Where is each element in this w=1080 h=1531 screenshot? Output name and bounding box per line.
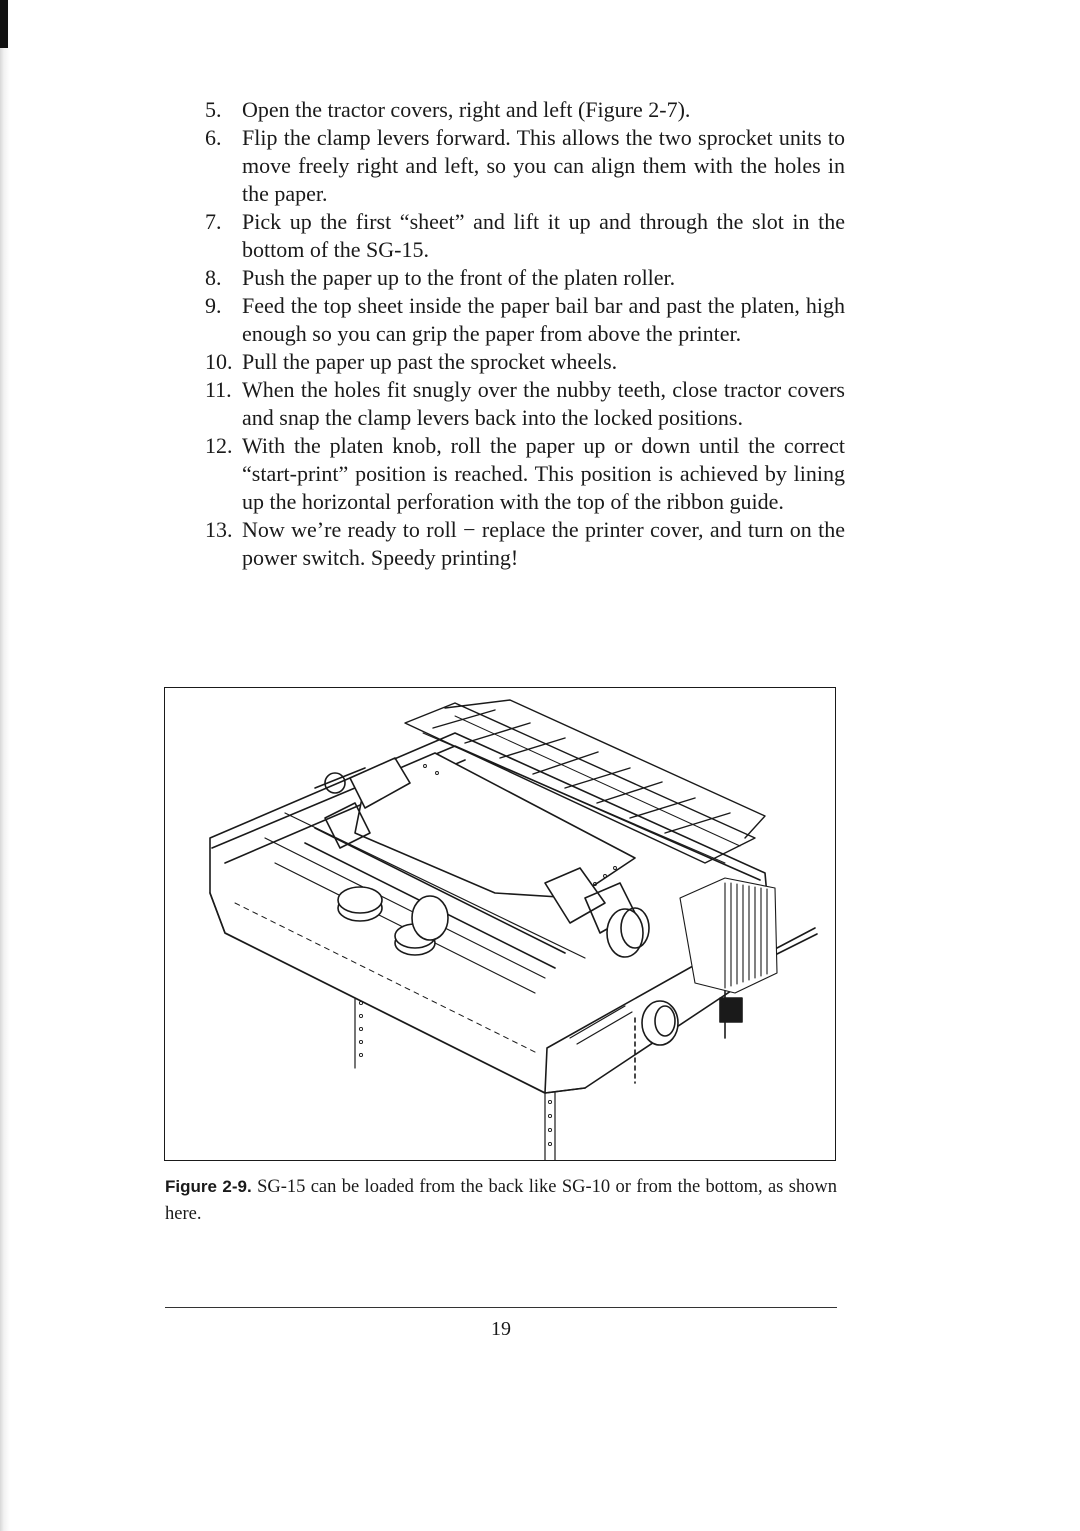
- step-number: 8.: [205, 265, 222, 290]
- step-text: Pull the paper up past the sprocket wheels.: [242, 349, 618, 374]
- instruction-steps: [205, 96, 845, 572]
- scan-mark: [0, 0, 8, 48]
- step-number: 9.: [205, 293, 222, 318]
- list-item: [205, 516, 845, 572]
- step-number: 12.: [205, 433, 233, 458]
- step-text: Flip the clamp levers forward. This allows the two sprocket units to move freely right and left, so you can align them with the holes in the paper.: [242, 125, 845, 206]
- list-item: [205, 432, 845, 516]
- step-text: Push the paper up to the front of the platen roller.: [242, 265, 676, 290]
- caption-text: SG-15 can be loaded from the back like SG-10 or from the bottom, as shown here.: [165, 1177, 838, 1224]
- step-text: With the platen knob, roll the paper up or down until the correct “start-print” position is reached. This position is achieved by lining up the horizontal perforation with the top of the ribbon guide.: [242, 433, 845, 514]
- step-number: 10.: [205, 349, 233, 374]
- step-number: 7.: [205, 209, 222, 234]
- side-vent: [680, 878, 777, 993]
- footer-rule: [165, 1307, 837, 1308]
- figure-caption: [165, 1173, 837, 1228]
- list-item: [205, 264, 845, 292]
- list-item: [205, 124, 845, 208]
- list-item: [205, 96, 845, 124]
- step-text: Pick up the first “sheet” and lift it up and through the slot in the bottom of the SG-15.: [242, 209, 845, 262]
- figure-label: Figure 2-9.: [165, 1177, 252, 1196]
- scan-edge: [0, 0, 10, 1531]
- step-number: 5.: [205, 97, 222, 122]
- step-text: Feed the top sheet inside the paper bail bar and past the platen, high enough so you can grip the paper from above the printer.: [242, 293, 845, 346]
- list-item: [205, 348, 845, 376]
- step-number: 6.: [205, 125, 222, 150]
- step-number: 13.: [205, 517, 233, 542]
- step-text: Now we’re ready to roll − replace the printer cover, and turn on the power switch. Speedy printing!: [242, 517, 845, 570]
- step-text: When the holes fit snugly over the nubby teeth, close tractor covers and snap the clamp levers back into the locked positions.: [242, 377, 845, 430]
- page-number: 19: [491, 1318, 511, 1340]
- figure-frame: [164, 687, 836, 1161]
- step-number: 11.: [205, 377, 232, 402]
- list-item: [205, 376, 845, 432]
- step-text: Open the tractor covers, right and left (Figure 2-7).: [242, 97, 691, 122]
- list-item: [205, 208, 845, 264]
- power-cable: [777, 928, 817, 954]
- printer-illustration: [165, 688, 836, 1161]
- list-item: [205, 292, 845, 348]
